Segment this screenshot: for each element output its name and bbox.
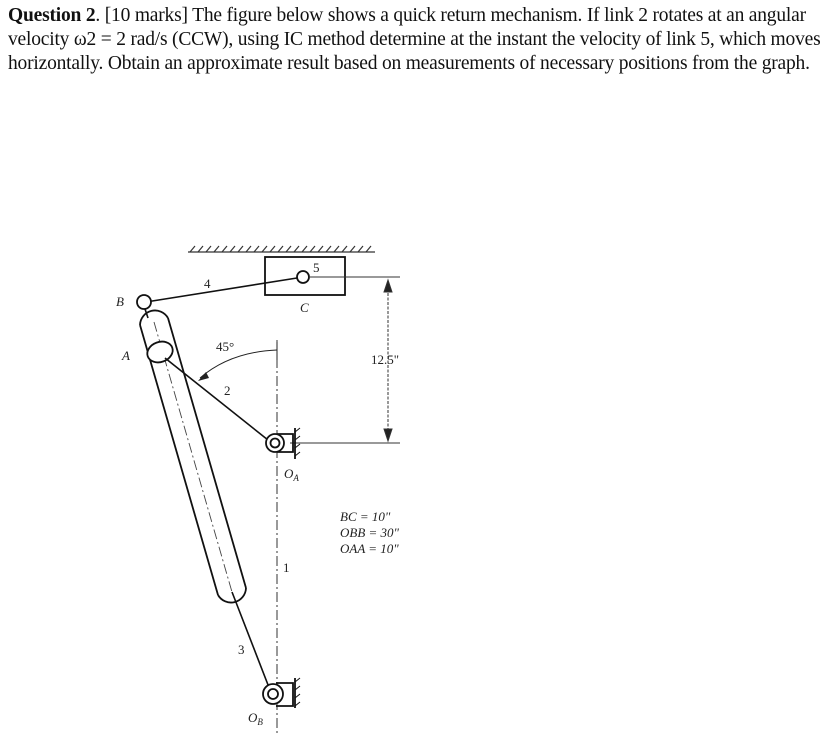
link-2 — [165, 358, 268, 440]
label-link-4: 4 — [204, 276, 211, 291]
question-text: Question 2. [10 marks] The figure below shows a quick return mechanism. If link 2 rotates at an angular velocity ω2 = 2 rad/s (CCW), using IC method determine at the instant the velocity of link 5, which moves horizontally. Obtain an approximate result based on measurements of necessary positions from the graph. — [8, 5, 821, 74]
given-dimensions — [340, 509, 400, 556]
label-link-5: 5 — [313, 260, 320, 275]
angle-45 — [198, 342, 277, 381]
pin-B — [137, 295, 151, 309]
slider-A — [144, 338, 175, 366]
label-C: C — [300, 300, 309, 315]
label-B: B — [116, 294, 124, 309]
label-dimension: 12.5" — [371, 352, 400, 367]
label-A: A — [122, 348, 130, 363]
label-OA: $O_A$ — [284, 466, 299, 483]
given-oaa: OAA = 10" — [340, 541, 399, 556]
pivot-OB — [263, 678, 300, 708]
label-OB: $O_B$ — [248, 710, 263, 727]
question-number: Question 2 — [8, 5, 96, 26]
pivot-OA — [266, 428, 300, 459]
link-4 — [146, 278, 297, 302]
given-obb: OBB = 30" — [340, 525, 400, 540]
pin-C — [297, 271, 309, 283]
question-body: The figure below shows a quick return mechanism. If link 2 rotates at an angular velocity ω2 = 2 rad/s (CCW), using IC method determine at the instant the velocity of link 5, which moves horizontally. Obtain an approximate result based on measurements of necessary positions from the graph. — [8, 5, 821, 74]
label-angle: 45° — [216, 339, 235, 354]
question-marks: [10 marks] — [104, 5, 188, 26]
label-link-3: 3 — [238, 642, 245, 657]
label-link-1: 1 — [283, 560, 290, 575]
link-3-slotted — [140, 309, 270, 690]
label-link-2: 2 — [224, 383, 231, 398]
ground-hatch — [188, 246, 375, 252]
given-bc: BC = 10" — [340, 509, 391, 524]
